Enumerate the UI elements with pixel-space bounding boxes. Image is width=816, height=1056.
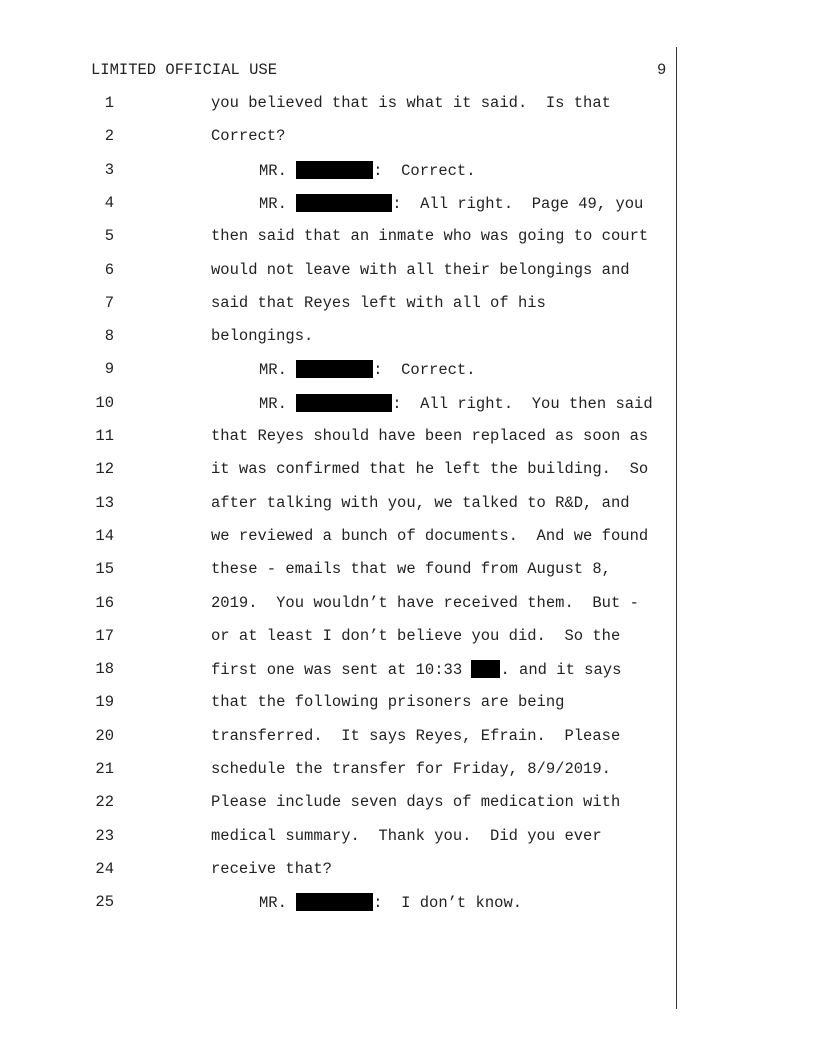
line-number: 7 [104,294,114,312]
line-number: 21 [95,760,114,778]
line-number: 15 [95,560,114,578]
line-text: MR. [259,162,297,180]
line-number: 5 [104,227,114,245]
transcript-line [259,194,643,213]
line-text: belongings. [211,327,314,345]
line-text: : I don’t know. [373,894,523,912]
line-number: 6 [104,261,114,279]
line-text: would not leave with all their belongings and [211,261,630,279]
line-text: medical summary. Thank you. Did you ever [211,827,602,845]
transcript-line [211,693,564,711]
line-text: MR. [259,894,297,912]
line-number: 14 [95,527,114,545]
transcript-line [211,327,313,345]
redaction-box [296,161,373,179]
line-number: 17 [95,627,114,645]
transcript-line [211,594,639,612]
transcript-line [211,227,648,245]
transcript-line [211,294,546,312]
line-text: receive that? [211,860,332,878]
line-number: 18 [95,660,114,678]
line-text: Correct? [211,127,286,145]
line-number: 19 [95,693,114,711]
line-text: : All right. You then said [392,395,653,413]
transcript-line [211,793,620,811]
line-number: 4 [104,194,114,212]
line-text: schedule the transfer for Friday, 8/9/2019. [211,760,611,778]
page-header: LIMITED OFFICIAL USE [91,61,278,79]
line-number: 1 [104,94,114,112]
line-text: you believed that is what it said. Is that [211,94,611,112]
line-number: 11 [95,427,114,445]
line-text: : All right. Page 49, you [392,195,644,213]
line-number: 10 [95,394,114,412]
transcript-line [211,827,602,845]
transcript-line [211,860,332,878]
line-text: it was confirmed that he left the building. So [211,460,649,478]
redaction-box [296,360,373,378]
line-text: . and it says [500,661,622,679]
line-number: 23 [95,827,114,845]
line-text: these - emails that we found from August 8, [211,560,611,578]
transcript-line [211,460,648,478]
transcript-line [259,360,476,379]
transcript-line [211,527,648,545]
transcript-line [211,127,285,145]
transcript-line [211,627,620,645]
line-text: or at least I don’t believe you did. So the [211,627,621,645]
transcript-line [211,261,630,279]
line-number: 9 [104,360,114,378]
line-number: 3 [104,161,114,179]
transcript-line [259,161,476,180]
line-number: 13 [95,494,114,512]
line-text: MR. [259,361,297,379]
redaction-box [296,893,373,911]
redaction-box [471,660,500,678]
line-number: 8 [104,327,114,345]
line-number: 20 [95,727,114,745]
transcript-line [211,560,611,578]
line-text: we reviewed a bunch of documents. And we found [211,527,649,545]
transcript-line [259,893,522,912]
line-text: then said that an inmate who was going to court [211,227,649,245]
line-text: MR. [259,395,297,413]
line-number: 25 [95,893,114,911]
line-number: 12 [95,460,114,478]
line-text: 2019. You wouldn’t have received them. But - [211,594,639,612]
line-text: said that Reyes left with all of his [211,294,546,312]
line-text: that Reyes should have been replaced as soon as [211,427,649,445]
line-number: 24 [95,860,114,878]
transcript-line [211,660,621,679]
line-text: that the following prisoners are being [211,693,565,711]
transcript-line [259,394,653,413]
line-text: MR. [259,195,297,213]
line-text: first one was sent at 10:33 [211,661,472,679]
line-number: 2 [104,127,114,145]
page-number: 9 [657,61,667,79]
line-text: : Correct. [373,162,476,180]
transcript-line [211,760,611,778]
transcript-line [211,727,620,745]
line-number: 22 [95,793,114,811]
transcript-line [211,427,648,445]
line-number: 16 [95,594,114,612]
transcript-line [211,494,630,512]
transcript-line [211,94,611,112]
right-margin-rule [676,47,677,1009]
line-text: Please include seven days of medication with [211,793,621,811]
line-text: transferred. It says Reyes, Efrain. Please [211,727,621,745]
line-text: after talking with you, we talked to R&D, and [211,494,630,512]
redaction-box [296,394,392,412]
line-text: : Correct. [373,361,476,379]
redaction-box [296,194,392,212]
